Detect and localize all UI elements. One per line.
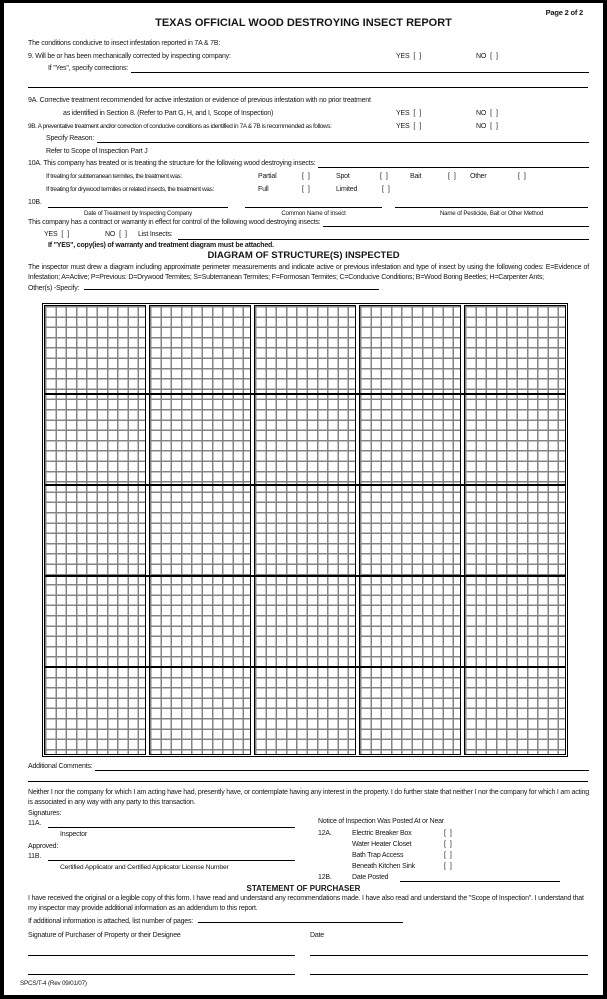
q9a-yes-checkbox[interactable]: [ ] [413,110,422,117]
location-checkbox-2[interactable]: [ ] [444,841,452,848]
conditions-intro: The conditions conducive to insect infestation reported in 7A & 7B: [28,40,221,47]
date-posted-row [318,873,389,882]
applicator-signature-line[interactable] [48,860,295,861]
grid-major-hline-4 [44,666,566,668]
purchaser-statement: I have received the original or a legible copy of this form. I have read and understand any recommendations made. I have also read and understand the "Scope of Inspection". I understand that my inspector may provide additional information as an addendum to this report. [28,895,584,912]
partial-checkbox[interactable]: [ ] [302,173,310,180]
caption-insect-name: Common Name of Insect [281,210,346,217]
q9b-no-label: NO [476,123,487,130]
page-title: TEXAS OFFICIAL WOOD DESTROYING INSECT REPORT [155,17,452,29]
grid-major-hline-3 [44,575,566,577]
q9-specify-continuation-line[interactable] [28,87,588,88]
comments-continuation-line[interactable] [28,781,588,782]
q10b-date-blank-line[interactable] [48,207,228,208]
sig-11b-label: 11B. [28,853,42,860]
grid-panel-3 [254,305,356,755]
full-label: Full [258,186,269,193]
drywood-row [46,185,589,194]
q9a-line2-label: as identified in Section 8. (Refer to Part G, H, and I, Scope of Inspection) [63,110,274,117]
contract-label: This company has a contract or warranty in effect for control of the following wood destroying insects: [28,219,321,226]
contract-blank-line[interactable] [323,218,589,227]
location-label-1: Electric Breaker Box [352,830,412,837]
attach-note: If "YES", copy(ies) of warranty and treatment diagram must be attached. [48,242,274,249]
location-label-3: Bath Trap Access [352,852,404,859]
inspector-signature-line[interactable] [48,827,295,828]
caption-treatment-date: Date of Treatment by Inspecting Company [83,210,193,217]
other-label: Other [470,173,487,180]
pages-label: If additional information is attached, list number of pages: [28,918,194,925]
purchaser-sig-caption: Signature of Purchaser of Property or their Designee [28,932,181,939]
grid-panel-5 [464,305,566,755]
purchaser-signature-line-2[interactable] [28,974,295,975]
q9-no-group [476,52,498,61]
q10a-blank-line[interactable] [318,159,589,168]
full-checkbox[interactable]: [ ] [302,186,310,193]
spot-label: Spot [336,173,350,180]
additional-comments-blank-line[interactable] [95,762,589,771]
list-insects-label: List Insects: [138,231,173,238]
question-9-label: 9. Will be or has been mechanically corrected by inspecting company: [28,53,231,60]
q9a-line1: 9A. Corrective treatment recommended for active infestation or evidence of previous infestation with no prior treatment [28,97,371,104]
purchaser-signature-line-1[interactable] [28,955,295,956]
affirmation-text: Neither I nor the company for which I am acting have had, presently have, or contemplate having any interest in the property. I do further state that neither I nor the company for which I am acting is associated in any way with any party to this transaction. [28,789,589,806]
grid-major-hline-2 [44,484,566,486]
drywood-label: If treating for drywood termites or related insects, the treatment was: [46,186,214,193]
grid-major-hline-1 [44,393,566,395]
limited-checkbox[interactable]: [ ] [382,186,390,193]
q9a-row2 [28,109,589,118]
q10a-label: 10A. This company has treated or is treating the structure for the following wood destroying insects: [28,160,316,167]
q9b-no-group [476,122,498,131]
other-specify-blank-line[interactable] [84,282,379,290]
grid-panel-1 [44,305,146,755]
q9-yes-group [396,52,421,61]
specify-reason-label: Specify Reason: [46,135,94,142]
signatures-heading: Signatures: [28,810,62,817]
pages-blank-line[interactable] [198,915,403,923]
q10a-row [28,159,589,168]
grid-panel-4 [359,305,461,755]
q9-yes-label: YES [396,53,410,60]
q9b-yes-group [396,122,421,131]
bait-checkbox[interactable]: [ ] [448,173,456,180]
diagram-instructions: The inspector must drew a diagram including approximate perimeter measurements and indicate active or previous infestation and type of insect by using the following codes: E=Evidence of Infestation; A=Active; P=Previous: D=Drywood Termites; S=Subterranean Termites; F=Formosan Termites; C=Conducive Conditions; B=Wood Boring Beetles; H=Carpenter Ants; [28,264,589,281]
list-insects-row [28,230,589,240]
contract-yes-checkbox[interactable]: [ ] [61,231,70,238]
contract-yes-label: YES [44,231,58,238]
contract-row [28,218,589,227]
diagram-grid[interactable] [42,303,568,757]
additional-comments-label: Additional Comments: [28,763,93,770]
specify-reason-row [46,134,589,143]
contract-no-group [105,230,127,239]
q10b-insect-blank-line[interactable] [245,207,382,208]
contract-no-label: NO [105,231,116,238]
limited-label: Limited [336,186,358,193]
q9a-yes-label: YES [396,110,410,117]
q9b-no-checkbox[interactable]: [ ] [490,123,498,130]
q9-specify-label: If "Yes", specify corrections: [48,65,129,72]
diagram-heading: DIAGRAM OF STRUCTURE(S) INSPECTED [207,250,400,261]
q9b-yes-label: YES [396,123,410,130]
date-line-2[interactable] [310,974,588,975]
applicator-caption: Certified Applicator and Certified Applicator License Number [60,864,229,871]
other-specify-row [28,282,589,294]
q10b-pesticide-blank-line[interactable] [395,207,588,208]
q9b-yes-checkbox[interactable]: [ ] [413,123,422,130]
date-caption: Date [310,932,324,939]
question-9-row [28,52,589,61]
list-insects-blank-line[interactable] [178,239,589,240]
page-number: Page 2 of 2 [545,8,583,17]
inspector-caption: Inspector [60,831,87,838]
other-checkbox[interactable]: [ ] [518,173,526,180]
form-number: SPCS/T-4 (Rev 09/01/07) [20,980,87,987]
grid-panel-2 [149,305,251,755]
sig-11a-label: 11A. [28,820,42,827]
location-label-4: Beneath Kitchen Sink [352,863,415,870]
question-9b-label: 9B. A preventative treatment and/or correction of conducive conditions as identified in 7A & 7B is recommended as follows: [28,123,332,130]
q9a-yes-group [396,109,421,118]
bait-label: Bait [410,173,422,180]
subterranean-row [46,172,589,181]
partial-label: Partial [258,173,277,180]
spot-checkbox[interactable]: [ ] [380,173,388,180]
date-posted-blank-line[interactable] [400,881,560,882]
q9a-no-label: NO [476,110,487,117]
purchaser-heading: STATEMENT OF PURCHASER [246,884,361,893]
pages-row [28,915,403,926]
q9-no-checkbox[interactable]: [ ] [490,53,498,60]
location-checkbox-1[interactable]: [ ] [444,830,452,837]
other-specify-label: Other(s) -Specify: [28,285,80,292]
q9a-no-checkbox[interactable]: [ ] [490,110,498,117]
sig-12a-label: 12A. [318,830,332,837]
q10b-label: 10B. [28,199,42,206]
q9-specify-blank-line[interactable] [131,64,589,73]
contract-no-checkbox[interactable]: [ ] [119,231,127,238]
sig-12b-label: 12B. [318,874,332,881]
caption-pesticide-name: Name of Pesticide, Bait or Other Method [439,210,544,217]
q9-no-label: NO [476,53,487,60]
contract-yes-group [44,230,69,239]
q9a-no-group [476,109,498,118]
date-line-1[interactable] [310,955,588,956]
question-9b-row [28,122,589,131]
approved-label: Approved: [28,843,59,850]
notice-heading: Notice of Inspection Was Posted At or Near [318,818,444,825]
location-row-1 [318,829,452,838]
q9-specify-row [48,64,589,73]
location-label-2: Water Heater Closet [352,841,412,848]
date-posted-label: Date Posted [352,874,389,881]
location-checkbox-3[interactable]: [ ] [444,852,452,859]
subterranean-label: If treating for subterranean termites, the treatment was: [46,173,182,180]
specify-reason-blank-line[interactable] [97,134,589,143]
additional-comments-row [28,762,589,771]
location-checkbox-4[interactable]: [ ] [444,863,452,870]
q9-yes-checkbox[interactable]: [ ] [413,53,422,60]
refer-scope-note: Refer to Scope of Inspection Part J [46,148,148,155]
diagram-instructions-block [28,263,589,294]
